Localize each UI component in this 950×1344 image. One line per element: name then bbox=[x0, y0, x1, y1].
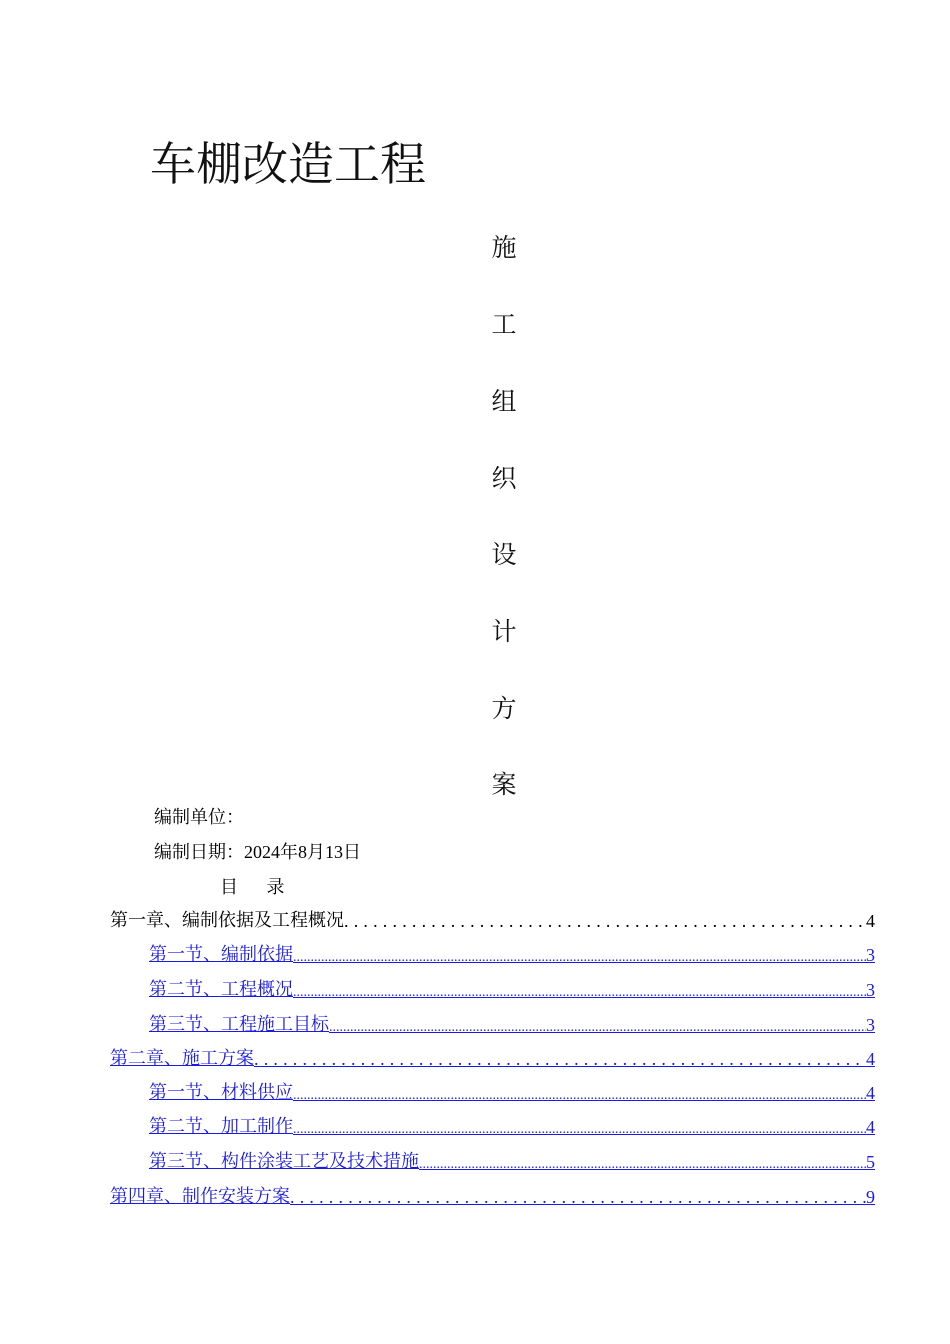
toc-entry-text[interactable]: 第四章、制作安装方案 bbox=[110, 1186, 290, 1206]
toc-entry-link[interactable] bbox=[149, 942, 875, 966]
toc-entry-page[interactable]: 4 bbox=[866, 1117, 875, 1137]
toc-entry-page[interactable]: 5 bbox=[866, 1152, 875, 1172]
compile-date-label: 编制日期： bbox=[154, 842, 244, 862]
toc-entry-text: 第一章、编制依据及工程概况 bbox=[110, 910, 344, 930]
toc-leader[interactable] bbox=[293, 1088, 866, 1104]
toc-entry-text[interactable]: 第三节、工程施工目标 bbox=[149, 1014, 329, 1034]
compile-date-line bbox=[154, 838, 361, 864]
toc-entry-page[interactable]: 4 bbox=[866, 1083, 875, 1103]
toc-entry-link[interactable] bbox=[149, 1114, 875, 1138]
subtitle-char: 计 bbox=[491, 617, 517, 646]
subtitle-char: 施 bbox=[491, 233, 517, 262]
subtitle-char: 案 bbox=[491, 770, 517, 799]
toc-entry-text[interactable]: 第二节、工程概况 bbox=[149, 979, 293, 999]
toc-entry-page[interactable]: 9 bbox=[866, 1187, 875, 1207]
toc-entry-text[interactable]: 第一节、编制依据 bbox=[149, 944, 293, 964]
toc-entry-chapter-1 bbox=[110, 908, 875, 932]
toc-leader[interactable] bbox=[419, 1157, 866, 1173]
toc-entry-page[interactable]: 3 bbox=[866, 980, 875, 1000]
subtitle-char: 织 bbox=[491, 464, 517, 493]
toc-heading: 目 录 bbox=[220, 877, 297, 897]
toc-entry-text[interactable]: 第二节、加工制作 bbox=[149, 1116, 293, 1136]
toc-entry-text[interactable]: 第三节、构件涂装工艺及技术措施 bbox=[149, 1151, 419, 1171]
subtitle-char: 工 bbox=[491, 310, 517, 339]
toc-leader[interactable] bbox=[290, 1187, 866, 1208]
toc-leader[interactable] bbox=[329, 1020, 866, 1036]
toc-entry-link[interactable] bbox=[110, 1046, 875, 1070]
toc-entry-link[interactable] bbox=[149, 977, 875, 1001]
compile-date-value: 2024年8月13日 bbox=[244, 842, 361, 862]
toc-leader[interactable] bbox=[293, 1122, 866, 1138]
toc-entry-text[interactable]: 第二章、施工方案 bbox=[110, 1048, 254, 1068]
toc-leader[interactable] bbox=[254, 1049, 866, 1070]
toc-entry-link[interactable] bbox=[110, 1184, 875, 1208]
toc-leader[interactable] bbox=[293, 950, 866, 966]
toc-entry-link[interactable] bbox=[149, 1012, 875, 1036]
subtitle-char: 方 bbox=[491, 694, 517, 723]
toc-leader[interactable] bbox=[293, 985, 866, 1001]
toc-entry-page[interactable]: 3 bbox=[866, 1015, 875, 1035]
toc-entry-page[interactable]: 3 bbox=[866, 945, 875, 965]
compile-unit-label: 编制单位： bbox=[154, 807, 244, 827]
document-title: 车棚改造工程 bbox=[150, 137, 426, 191]
toc-entry-link[interactable] bbox=[149, 1149, 875, 1173]
subtitle-char: 设 bbox=[491, 540, 517, 569]
toc-entry-text[interactable]: 第一节、材料供应 bbox=[149, 1082, 293, 1102]
toc-leader bbox=[344, 911, 866, 932]
toc-entry-page[interactable]: 4 bbox=[866, 1049, 875, 1069]
toc-entry-link[interactable] bbox=[149, 1080, 875, 1104]
subtitle-char: 组 bbox=[491, 387, 517, 416]
toc-entry-page: 4 bbox=[866, 911, 875, 931]
